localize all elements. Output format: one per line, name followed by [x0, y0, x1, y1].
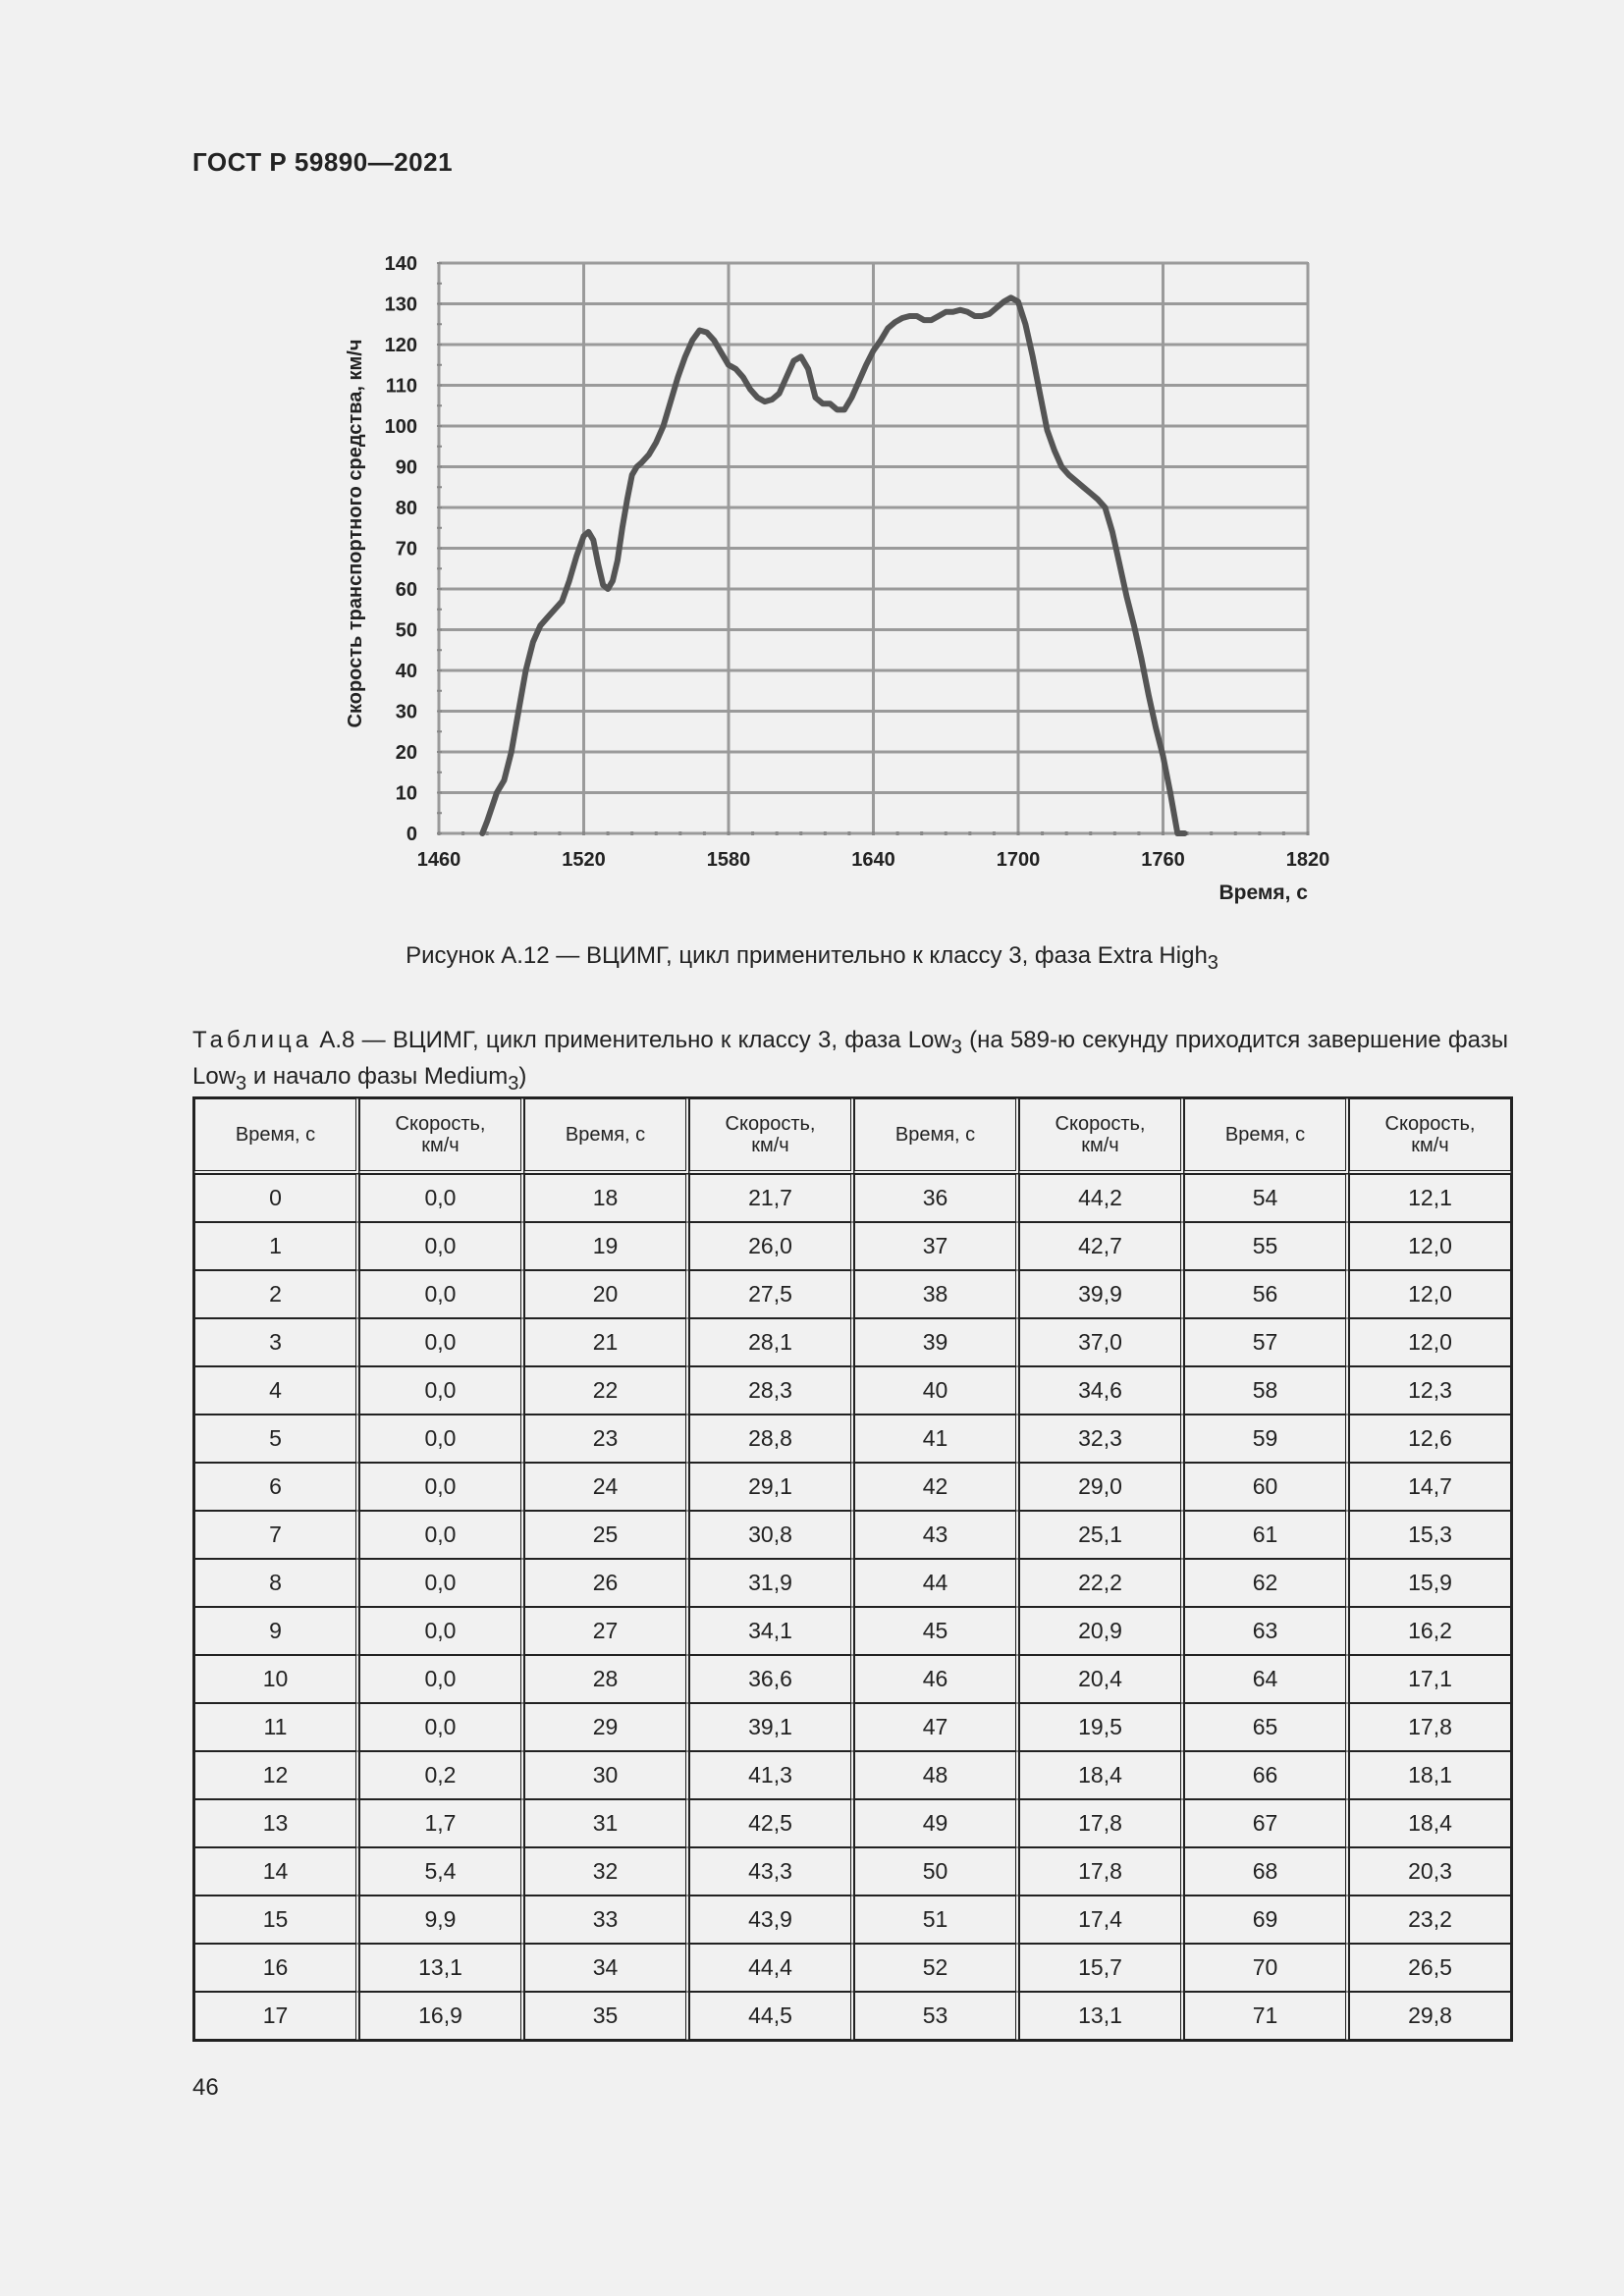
x-tick-label: 1580: [706, 849, 751, 871]
speed-cell: 0,0: [359, 1366, 524, 1415]
y-tick-label: 130: [384, 294, 417, 316]
time-cell: 1: [194, 1222, 359, 1270]
table-row: [194, 1655, 1511, 1703]
time-cell: 42: [854, 1463, 1019, 1511]
speed-cell: 31,9: [689, 1559, 854, 1607]
x-tick-label: 1640: [851, 849, 895, 871]
header-speed-line1: Скорость,: [1384, 1113, 1476, 1135]
time-cell: 46: [854, 1655, 1019, 1703]
table-row: [194, 1896, 1511, 1944]
y-tick-label: 70: [395, 538, 417, 561]
time-cell: 10: [194, 1655, 359, 1703]
time-cell: 61: [1184, 1511, 1349, 1559]
speed-cell: 44,5: [689, 1992, 854, 2040]
table-row: [194, 1751, 1511, 1799]
time-cell: 5: [194, 1415, 359, 1463]
table-row: [194, 1703, 1511, 1751]
x-tick-label: 1760: [1141, 849, 1185, 871]
speed-cell: 34,1: [689, 1607, 854, 1655]
table-row: [194, 1222, 1511, 1270]
time-cell: 31: [524, 1799, 689, 1847]
time-cell: 9: [194, 1607, 359, 1655]
header-speed: [1349, 1098, 1511, 1174]
time-cell: 71: [1184, 1992, 1349, 2040]
time-cell: 25: [524, 1511, 689, 1559]
speed-cell: 26,0: [689, 1222, 854, 1270]
speed-cell: 29,8: [1349, 1992, 1511, 2040]
speed-cell: 43,3: [689, 1847, 854, 1896]
time-cell: 52: [854, 1944, 1019, 1992]
time-cell: 40: [854, 1366, 1019, 1415]
time-cell: 16: [194, 1944, 359, 1992]
time-cell: 64: [1184, 1655, 1349, 1703]
time-cell: 24: [524, 1463, 689, 1511]
speed-cell: 14,7: [1349, 1463, 1511, 1511]
time-cell: 36: [854, 1174, 1019, 1222]
figure-caption-text: Рисунок А.12 — ВЦИМГ, цикл применительно к классу 3, фаза Extra High: [406, 942, 1208, 969]
speed-cell: 19,5: [1019, 1703, 1184, 1751]
header-speed-line2: км/ч: [751, 1135, 789, 1156]
speed-cell: 0,0: [359, 1703, 524, 1751]
y-tick-label: 10: [395, 782, 417, 805]
y-tick-label: 110: [385, 375, 417, 398]
y-axis-label: Скорость транспортного средства, км/ч: [345, 339, 366, 728]
table-row: [194, 1366, 1511, 1415]
speed-cell: 0,0: [359, 1174, 524, 1222]
speed-cell: 12,1: [1349, 1174, 1511, 1222]
x-tick-label: 1700: [996, 849, 1041, 871]
time-cell: 44: [854, 1559, 1019, 1607]
document-header: ГОСТ Р 59890—2021: [192, 147, 454, 177]
speed-cell: 0,0: [359, 1270, 524, 1318]
time-cell: 60: [1184, 1463, 1349, 1511]
table-title-sub1: 3: [950, 1036, 962, 1058]
speed-cell: 15,3: [1349, 1511, 1511, 1559]
speed-table: [192, 1096, 1513, 2042]
y-tick-label: 100: [384, 416, 417, 438]
time-cell: 17: [194, 1992, 359, 2040]
table-row: [194, 1270, 1511, 1318]
speed-cell: 28,8: [689, 1415, 854, 1463]
table-row: [194, 1799, 1511, 1847]
speed-cell: 15,9: [1349, 1559, 1511, 1607]
y-tick-label: 140: [384, 253, 417, 275]
speed-cell: 20,4: [1019, 1655, 1184, 1703]
speed-cell: 0,0: [359, 1559, 524, 1607]
header-speed: [359, 1098, 524, 1174]
time-cell: 27: [524, 1607, 689, 1655]
time-cell: 59: [1184, 1415, 1349, 1463]
speed-cell: 17,4: [1019, 1896, 1184, 1944]
speed-cell: 0,0: [359, 1463, 524, 1511]
speed-cell: 32,3: [1019, 1415, 1184, 1463]
header-speed-line1: Скорость,: [725, 1113, 816, 1135]
speed-time-chart: [0, 0, 1624, 942]
time-cell: 35: [524, 1992, 689, 2040]
time-cell: 22: [524, 1366, 689, 1415]
time-cell: 3: [194, 1318, 359, 1366]
x-tick-label: 1820: [1285, 849, 1330, 871]
table-row: [194, 1847, 1511, 1896]
time-cell: 63: [1184, 1607, 1349, 1655]
speed-cell: 12,6: [1349, 1415, 1511, 1463]
time-cell: 68: [1184, 1847, 1349, 1896]
speed-cell: 13,1: [359, 1944, 524, 1992]
figure-caption-subscript: 3: [1207, 951, 1218, 974]
header-time: Время, с: [194, 1098, 359, 1174]
speed-cell: 12,0: [1349, 1270, 1511, 1318]
speed-cell: 36,6: [689, 1655, 854, 1703]
speed-cell: 18,4: [1019, 1751, 1184, 1799]
y-tick-label: 0: [406, 824, 417, 845]
y-tick-label: 40: [395, 661, 417, 682]
speed-cell: 34,6: [1019, 1366, 1184, 1415]
speed-cell: 15,7: [1019, 1944, 1184, 1992]
x-tick-label: 1460: [416, 849, 461, 871]
time-cell: 53: [854, 1992, 1019, 2040]
time-cell: 32: [524, 1847, 689, 1896]
speed-cell: 0,0: [359, 1655, 524, 1703]
speed-cell: 17,1: [1349, 1655, 1511, 1703]
time-cell: 69: [1184, 1896, 1349, 1944]
speed-cell: 9,9: [359, 1896, 524, 1944]
speed-cell: 17,8: [1349, 1703, 1511, 1751]
table-row: [194, 1944, 1511, 1992]
header-speed: [1019, 1098, 1184, 1174]
header-speed: [689, 1098, 854, 1174]
x-axis-label: Время, с: [1218, 881, 1308, 904]
header-speed-line2: км/ч: [421, 1135, 460, 1156]
speed-cell: 25,1: [1019, 1511, 1184, 1559]
speed-cell: 42,5: [689, 1799, 854, 1847]
table-row: [194, 1559, 1511, 1607]
speed-cell: 18,1: [1349, 1751, 1511, 1799]
speed-cell: 28,3: [689, 1366, 854, 1415]
time-cell: 33: [524, 1896, 689, 1944]
speed-cell: 17,8: [1019, 1847, 1184, 1896]
time-cell: 15: [194, 1896, 359, 1944]
table-title-part2: (на 589-ю секунду приходится завершение фазы Low: [192, 1027, 1508, 1090]
time-cell: 38: [854, 1270, 1019, 1318]
time-cell: 43: [854, 1511, 1019, 1559]
time-cell: 19: [524, 1222, 689, 1270]
speed-cell: 21,7: [689, 1174, 854, 1222]
time-cell: 51: [854, 1896, 1019, 1944]
y-tick-label: 20: [395, 742, 417, 764]
time-cell: 39: [854, 1318, 1019, 1366]
table-row: [194, 1463, 1511, 1511]
time-cell: 28: [524, 1655, 689, 1703]
table-title-sub3: 3: [508, 1072, 519, 1095]
chart-svg: [0, 0, 1624, 942]
table-title-part1: А.8 — ВЦИМГ, цикл применительно к классу 3, фаза Low: [312, 1027, 951, 1053]
page-number: 46: [192, 2074, 219, 2101]
time-cell: 20: [524, 1270, 689, 1318]
table-title-part4: ): [518, 1062, 527, 1090]
time-cell: 50: [854, 1847, 1019, 1896]
speed-cell: 22,2: [1019, 1559, 1184, 1607]
time-cell: 49: [854, 1799, 1019, 1847]
time-cell: 2: [194, 1270, 359, 1318]
speed-cell: 0,2: [359, 1751, 524, 1799]
y-tick-label: 50: [395, 619, 417, 642]
time-cell: 30: [524, 1751, 689, 1799]
speed-cell: 16,9: [359, 1992, 524, 2040]
speed-cell: 29,0: [1019, 1463, 1184, 1511]
table-row: [194, 1992, 1511, 2040]
speed-cell: 0,0: [359, 1607, 524, 1655]
time-cell: 12: [194, 1751, 359, 1799]
time-cell: 7: [194, 1511, 359, 1559]
table-row: [194, 1174, 1511, 1222]
header-time: Время, с: [1184, 1098, 1349, 1174]
speed-cell: 0,0: [359, 1415, 524, 1463]
time-cell: 48: [854, 1751, 1019, 1799]
y-tick-label: 120: [384, 335, 417, 356]
speed-cell: 39,1: [689, 1703, 854, 1751]
time-cell: 4: [194, 1366, 359, 1415]
speed-cell: 30,8: [689, 1511, 854, 1559]
speed-cell: 27,5: [689, 1270, 854, 1318]
time-cell: 41: [854, 1415, 1019, 1463]
time-cell: 47: [854, 1703, 1019, 1751]
speed-cell: 1,7: [359, 1799, 524, 1847]
time-cell: 26: [524, 1559, 689, 1607]
speed-cell: 16,2: [1349, 1607, 1511, 1655]
header-time: Время, с: [854, 1098, 1019, 1174]
table-title: [192, 1026, 1508, 1098]
header-time: Время, с: [524, 1098, 689, 1174]
time-cell: 21: [524, 1318, 689, 1366]
table-title-sub2: 3: [236, 1072, 247, 1095]
time-cell: 23: [524, 1415, 689, 1463]
speed-cell: 0,0: [359, 1511, 524, 1559]
speed-cell: 29,1: [689, 1463, 854, 1511]
header-speed-line2: км/ч: [1081, 1135, 1119, 1156]
speed-cell: 26,5: [1349, 1944, 1511, 1992]
speed-cell: 5,4: [359, 1847, 524, 1896]
speed-cell: 18,4: [1349, 1799, 1511, 1847]
time-cell: 18: [524, 1174, 689, 1222]
time-cell: 34: [524, 1944, 689, 1992]
speed-cell: 23,2: [1349, 1896, 1511, 1944]
time-cell: 62: [1184, 1559, 1349, 1607]
speed-cell: 42,7: [1019, 1222, 1184, 1270]
time-cell: 29: [524, 1703, 689, 1751]
table-row: [194, 1607, 1511, 1655]
time-cell: 57: [1184, 1318, 1349, 1366]
speed-cell: 44,4: [689, 1944, 854, 1992]
speed-cell: 37,0: [1019, 1318, 1184, 1366]
table-row: [194, 1415, 1511, 1463]
speed-cell: 44,2: [1019, 1174, 1184, 1222]
time-cell: 37: [854, 1222, 1019, 1270]
time-cell: 66: [1184, 1751, 1349, 1799]
time-cell: 55: [1184, 1222, 1349, 1270]
y-tick-label: 90: [395, 456, 417, 479]
speed-cell: 20,9: [1019, 1607, 1184, 1655]
y-tick-label: 60: [395, 579, 417, 601]
x-tick-label: 1520: [562, 849, 606, 871]
time-cell: 54: [1184, 1174, 1349, 1222]
header-speed-line1: Скорость,: [395, 1113, 486, 1135]
speed-cell: 12,3: [1349, 1366, 1511, 1415]
speed-cell: 0,0: [359, 1318, 524, 1366]
figure-caption: [0, 942, 1624, 975]
time-cell: 56: [1184, 1270, 1349, 1318]
speed-cell: 12,0: [1349, 1318, 1511, 1366]
speed-table-wrapper: [192, 1096, 1513, 2042]
table-title-part3: и начало фазы Medium: [246, 1062, 509, 1090]
speed-cell: 13,1: [1019, 1992, 1184, 2040]
time-cell: 8: [194, 1559, 359, 1607]
y-tick-label: 80: [395, 498, 417, 519]
time-cell: 6: [194, 1463, 359, 1511]
time-cell: 11: [194, 1703, 359, 1751]
speed-cell: 17,8: [1019, 1799, 1184, 1847]
time-cell: 70: [1184, 1944, 1349, 1992]
speed-cell: 0,0: [359, 1222, 524, 1270]
speed-cell: 28,1: [689, 1318, 854, 1366]
time-cell: 58: [1184, 1366, 1349, 1415]
time-cell: 67: [1184, 1799, 1349, 1847]
y-tick-label: 30: [395, 701, 417, 723]
header-speed-line1: Скорость,: [1055, 1113, 1146, 1135]
table-row: [194, 1318, 1511, 1366]
table-row: [194, 1511, 1511, 1559]
time-cell: 14: [194, 1847, 359, 1896]
time-cell: 45: [854, 1607, 1019, 1655]
speed-cell: 39,9: [1019, 1270, 1184, 1318]
time-cell: 65: [1184, 1703, 1349, 1751]
speed-cell: 43,9: [689, 1896, 854, 1944]
speed-cell: 12,0: [1349, 1222, 1511, 1270]
speed-cell: 41,3: [689, 1751, 854, 1799]
header-speed-line2: км/ч: [1411, 1135, 1449, 1156]
table-header-row: [194, 1098, 1511, 1174]
table-title-prefix: Таблица: [192, 1027, 313, 1053]
table-body: [194, 1174, 1511, 2040]
time-cell: 13: [194, 1799, 359, 1847]
time-cell: 0: [194, 1174, 359, 1222]
speed-cell: 20,3: [1349, 1847, 1511, 1896]
